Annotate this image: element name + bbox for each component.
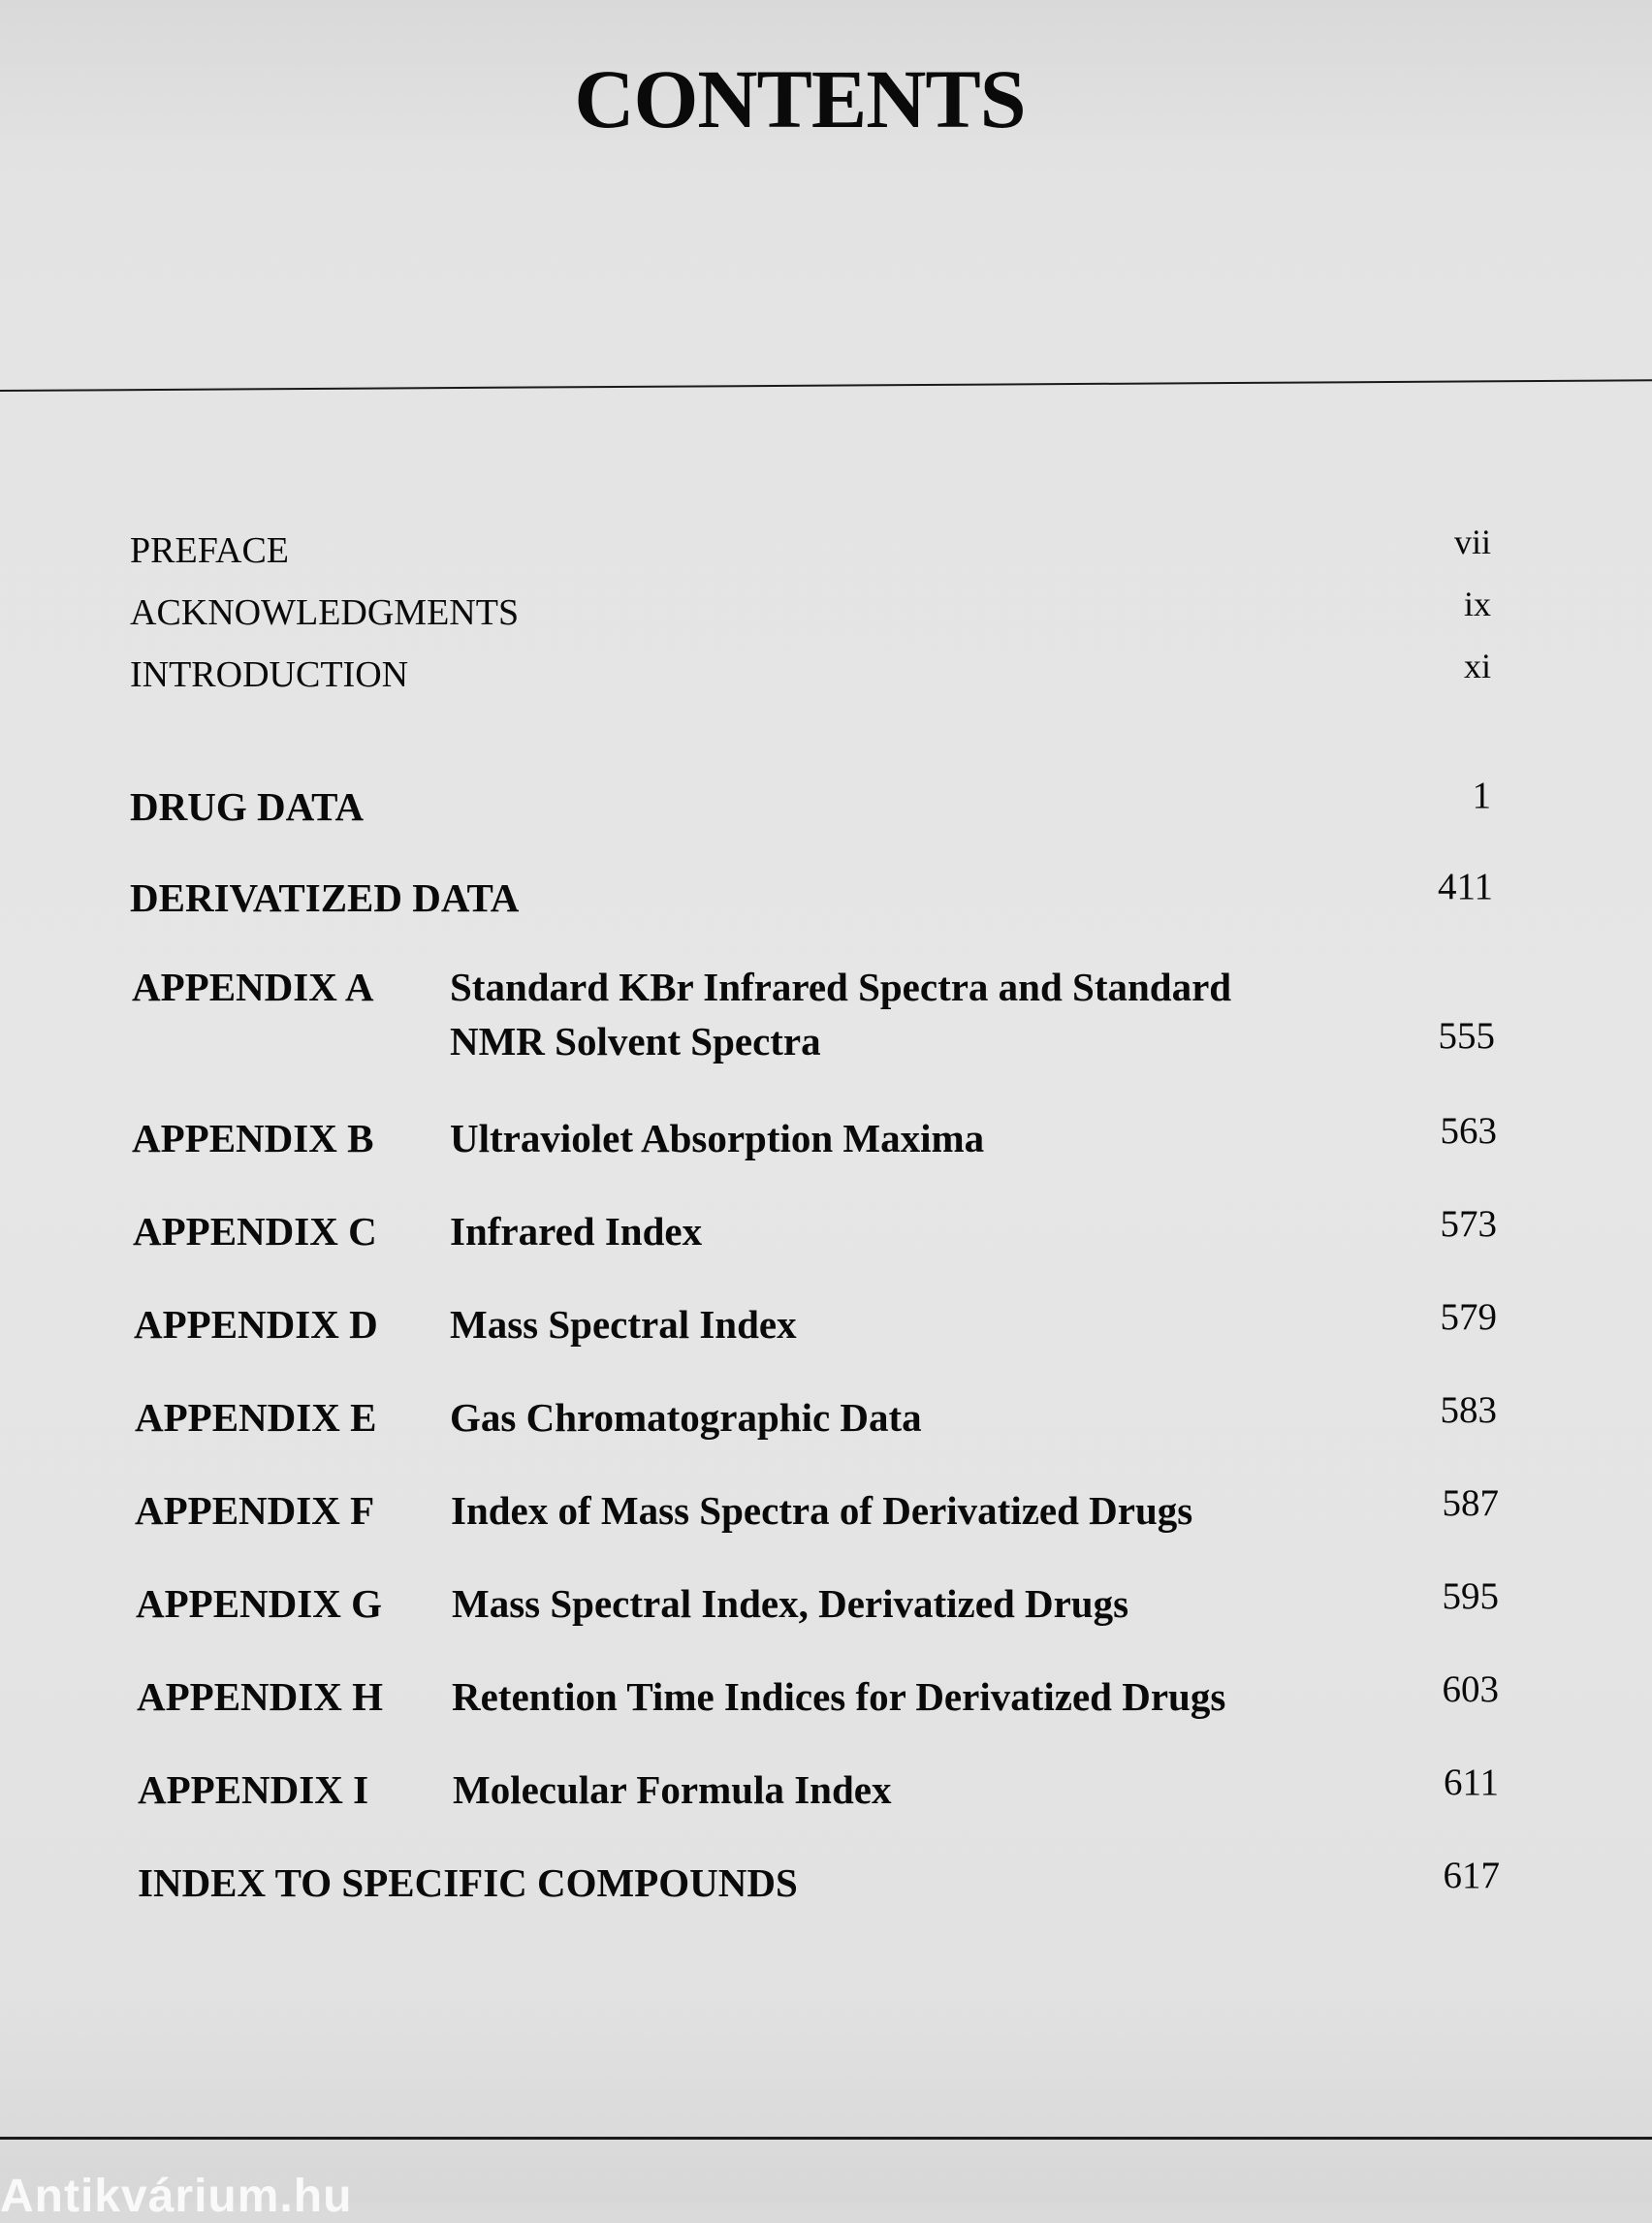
toc-entry-index-to-specific-compounds[interactable] — [0, 1855, 1652, 1914]
toc-label: APPENDIX I — [138, 1767, 369, 1812]
toc-label: APPENDIX B — [132, 1116, 374, 1160]
toc-label: APPENDIX C — [133, 1209, 377, 1254]
bottom-divider — [0, 2137, 1652, 2140]
toc-label: PREFACE — [130, 530, 290, 571]
toc-page-number: xi — [1463, 647, 1491, 685]
toc-label: APPENDIX H — [137, 1674, 383, 1719]
toc-entry-derivatized-data[interactable] — [0, 866, 1652, 929]
top-divider — [0, 379, 1652, 392]
toc-page-number: 555 — [1438, 1015, 1495, 1057]
toc-entry-introduction[interactable] — [0, 647, 1652, 702]
toc-entry-appendix-a[interactable] — [0, 964, 1652, 1076]
toc-page-number: 611 — [1443, 1762, 1499, 1803]
toc-label: INDEX TO SPECIFIC COMPOUNDS — [138, 1860, 798, 1905]
toc-label: DERIVATIZED DATA — [130, 875, 520, 920]
toc-description: Mass Spectral Index — [450, 1302, 797, 1347]
toc-page-number: 579 — [1440, 1296, 1497, 1338]
toc-description-line-2: NMR Solvent Spectra — [450, 1019, 821, 1064]
toc-description: Retention Time Indices for Derivatized Drugs — [452, 1674, 1226, 1719]
toc-label: APPENDIX F — [135, 1488, 375, 1533]
toc-entry-appendix-i[interactable] — [0, 1762, 1652, 1821]
toc-label: INTRODUCTION — [130, 654, 409, 695]
toc-entry-acknowledgments[interactable] — [0, 585, 1652, 640]
toc-entry-appendix-c[interactable] — [0, 1203, 1652, 1262]
toc-page-number: 603 — [1442, 1668, 1499, 1710]
toc-label: APPENDIX G — [136, 1581, 382, 1626]
toc-label: ACKNOWLEDGMENTS — [130, 592, 520, 633]
toc-page-number: 587 — [1442, 1482, 1499, 1524]
watermark: Antikvárium.hu — [0, 2171, 353, 2222]
toc-description: Gas Chromatographic Data — [450, 1395, 922, 1440]
toc-page-number: 573 — [1440, 1203, 1497, 1245]
toc-entry-appendix-b[interactable] — [0, 1110, 1652, 1169]
toc-description: Infrared Index — [450, 1209, 703, 1254]
toc-description: Index of Mass Spectra of Derivatized Drugs — [451, 1488, 1193, 1533]
toc-page-number: 411 — [1437, 866, 1493, 907]
toc-entry-drug-data[interactable] — [0, 775, 1652, 838]
toc-label: APPENDIX D — [134, 1302, 378, 1347]
toc-description: Ultraviolet Absorption Maxima — [450, 1116, 985, 1160]
page-title: CONTENTS — [574, 52, 1026, 145]
toc-entry-appendix-h[interactable] — [0, 1668, 1652, 1728]
toc-page-number: ix — [1463, 585, 1491, 623]
toc-page-number: 1 — [1472, 775, 1491, 816]
toc-entry-preface[interactable] — [0, 523, 1652, 578]
toc-description: Mass Spectral Index, Derivatized Drugs — [452, 1581, 1129, 1626]
toc-page-number: vii — [1453, 523, 1491, 561]
toc-page-number: 617 — [1443, 1855, 1500, 1896]
toc-entry-appendix-e[interactable] — [0, 1389, 1652, 1448]
toc-page-number: 563 — [1440, 1110, 1497, 1152]
toc-entry-appendix-d[interactable] — [0, 1296, 1652, 1355]
toc-page-number: 583 — [1440, 1389, 1497, 1431]
toc-entry-appendix-f[interactable] — [0, 1482, 1652, 1541]
toc-entry-appendix-g[interactable] — [0, 1575, 1652, 1635]
toc-description: Molecular Formula Index — [453, 1767, 892, 1812]
toc-label: APPENDIX E — [135, 1395, 377, 1440]
toc-description: Standard KBr Infrared Spectra and Standard — [450, 965, 1232, 1009]
toc-label: APPENDIX A — [132, 965, 374, 1009]
toc-label: DRUG DATA — [130, 784, 365, 829]
toc-page-number: 595 — [1442, 1575, 1499, 1617]
